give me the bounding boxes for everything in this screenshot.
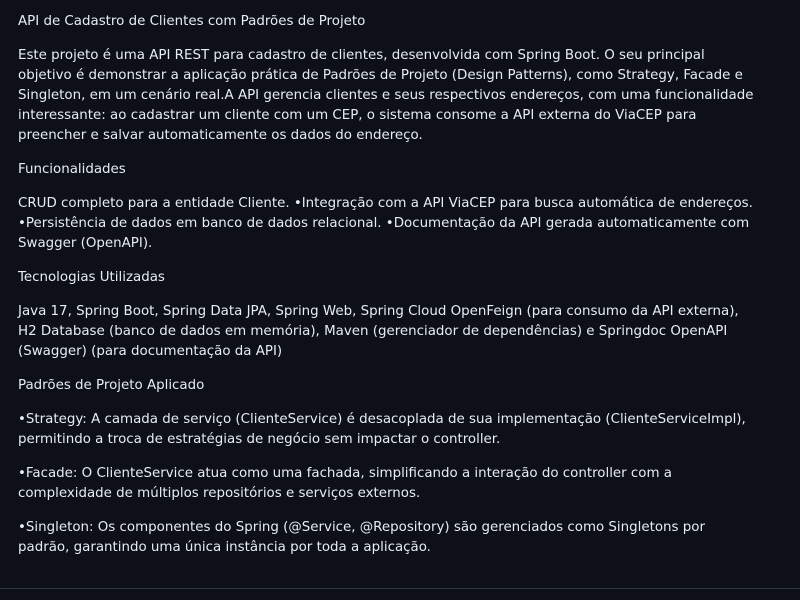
strategy-paragraph: •Strategy: A camada de serviço (ClienteService) é desacoplada de sua implementação (ClienteServiceImpl), permitindo a troca de estratégias de negócio sem impactar o controller.: [18, 412, 746, 447]
bottom-divider: [0, 588, 800, 589]
features-heading: Funcionalidades: [18, 162, 126, 177]
features-paragraph: CRUD completo para a entidade Cliente. •Integração com a API ViaCEP para busca automática de endereços. •Persistência de dados em banco de dados relacional. •Documentação da API gerada automaticamente com Swagger (OpenAPI).: [18, 196, 753, 251]
tech-heading: Tecnologias Utilizadas: [18, 270, 165, 285]
singleton-paragraph: •Singleton: Os componentes do Spring (@Service, @Repository) são gerenciados como Singletons por padrão, garantindo uma única instância por toda a aplicação.: [18, 520, 705, 555]
readme-title: API de Cadastro de Clientes com Padrões de Projeto: [18, 14, 366, 29]
facade-paragraph: •Facade: O ClienteService atua como uma fachada, simplificando a interação do controller com a complexidade de múltiplos repositórios e serviços externos.: [18, 466, 672, 501]
intro-paragraph: Este projeto é uma API REST para cadastro de clientes, desenvolvida com Spring Boot. O seu principal objetivo é demonstrar a aplicação prática de Padrões de Projeto (Design Patterns), como Strategy, Facade e Singleton, em um cenário real.A API gerencia clientes e seus respectivos endereços, com uma funcionalidade interessante: ao cadastrar um cliente com um CEP, o sistema consome a API externa do ViaCEP para preencher e salvar automaticamente os dados do endereço.: [18, 48, 754, 143]
tech-paragraph: Java 17, Spring Boot, Spring Data JPA, Spring Web, Spring Cloud OpenFeign (para consumo da API externa), H2 Database (banco de dados em memória), Maven (gerenciador de dependências) e Springdoc OpenAPI (Swagger) (para documentação da API): [18, 304, 739, 359]
patterns-heading: Padrões de Projeto Aplicado: [18, 378, 205, 393]
